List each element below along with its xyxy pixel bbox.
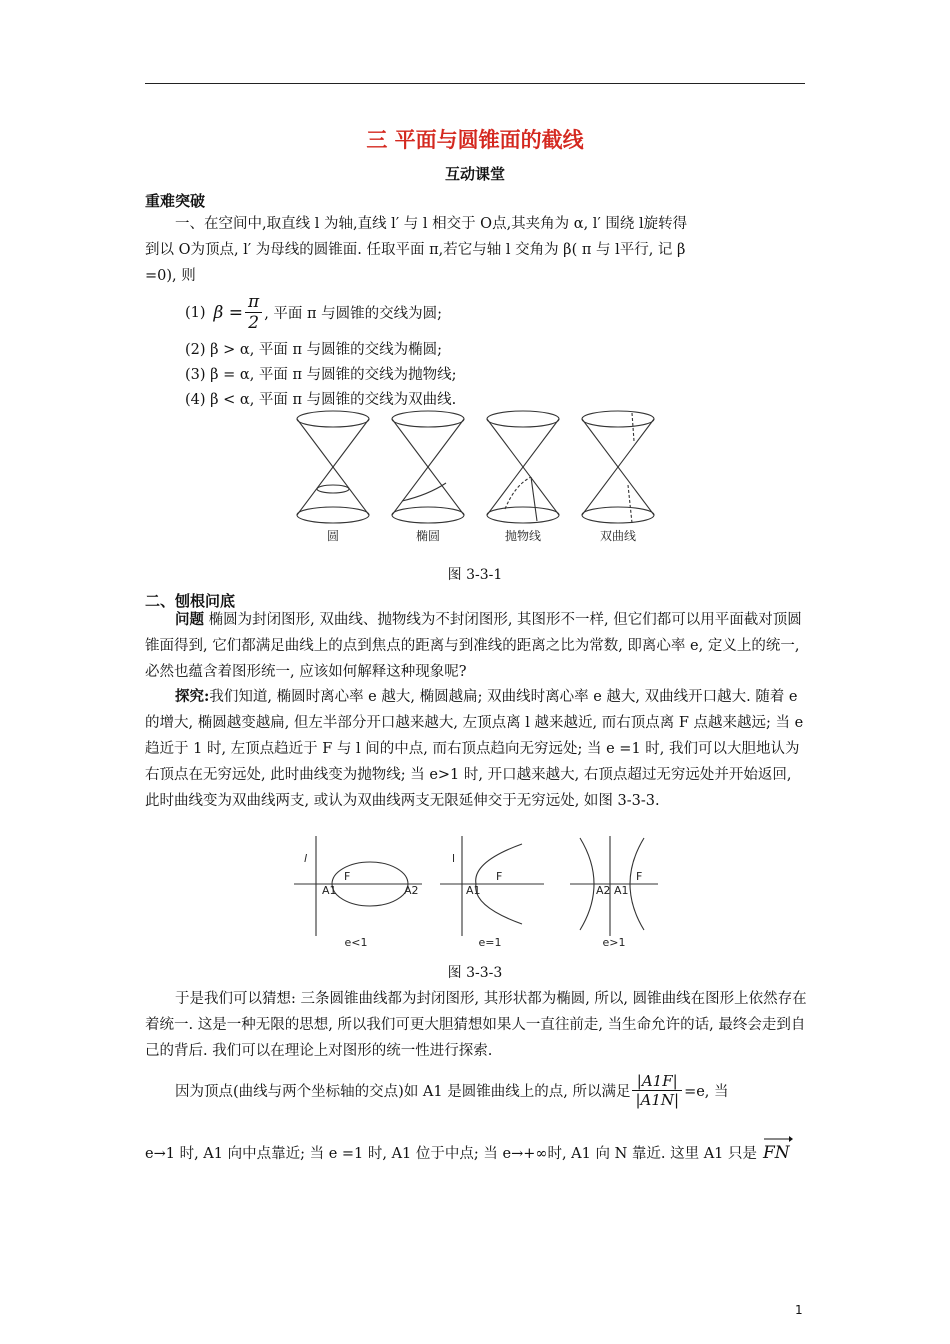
vertex-fraction	[632, 1072, 682, 1109]
explore-label: 探究:	[175, 688, 210, 705]
figure2-caption: 图 3-3-3	[447, 965, 503, 981]
cone-label-2: 椭圆	[415, 529, 441, 543]
section-heading-2: 二、刨根问底	[145, 592, 236, 610]
explore-text: 我们知道, 椭圆时离心率 e 越大, 椭圆越扁; 双曲线时离心率 e 越大, 双曲线开口越大. 随着 e 的增大, 椭圆越变越扁, 但左半部分开口越来越大, 左顶点离 l 越来越近, 而右顶点离 F 点越来越远; 当 e 趋近于 1 时, 左顶点趋近于 F 与 l 间的中点, 而右顶点趋向无穷远处; 当 e =1 时, 我们可以大胆地认为右顶点在无穷远处, 此时曲线变为抛物线; 当 e>1 时, 开口越来越大, 右顶点超过无穷远处并开始返回, 此时曲线变为双曲线两支, 或认为双曲线两支无限延伸交于无穷远处, 如图 3-3-3.	[145, 689, 804, 809]
f-label-2: F	[496, 870, 503, 883]
panel-label-2: e=1	[478, 936, 502, 949]
top-rule	[145, 83, 805, 84]
a2-label-1: A2	[404, 884, 419, 897]
vector-arrow-icon	[763, 1134, 793, 1144]
case-1-fraction	[245, 292, 262, 333]
f-label-3: F	[636, 870, 643, 883]
vector-fn	[763, 1143, 790, 1163]
intro-line-2: 到以 O为顶点, l′ 为母线的圆锥面. 任取平面 π,若它与轴 l 交角为 β( π 与 l平行, 记 β	[145, 242, 686, 258]
section-heading-1: 重难突破	[145, 192, 206, 210]
vertex-line	[175, 1072, 729, 1109]
problem-text: 椭圆为封闭图形, 双曲线、抛物线为不封闭图形, 其图形不一样, 但它们都可以用平面截对顶圆锥面得到, 它们都满足曲线上的点到焦点的距离与到准线的距离之比为常数, 即离心率 e, 定义上的统一, 必然也蕴含着图形统一, 应该如何解释这种现象呢?	[145, 612, 802, 680]
vertex-fraction-denominator: |A1N|	[635, 1091, 680, 1109]
guess-paragraph: 于是我们可以猜想: 三条圆锥曲线都为封闭图形, 其形状都为椭圆, 所以, 圆锥曲线在图形上依然存在着统一. 这是一种无限的思想, 所以我们可更大胆猜想如果人一直往前走, 当生命允许的话, 最终会走到自己的背后. 我们可以在理论上对图形的统一性进行探索.	[145, 991, 807, 1059]
cone-label-3: 抛物线	[504, 529, 542, 543]
case-1	[185, 292, 442, 333]
f-label-1: F	[344, 870, 351, 883]
l-label-2: l	[452, 852, 456, 865]
a1-label-2: A1	[466, 884, 481, 897]
vertex-fraction-numerator: |A1F|	[632, 1072, 682, 1091]
fraction-numerator: π	[245, 292, 262, 313]
case-1-beta: β =	[213, 302, 244, 323]
vector-label: FN	[763, 1143, 790, 1163]
figure-cones	[285, 405, 665, 555]
last-line-text: e→1 时, A1 向中点靠近; 当 e =1 时, A1 位于中点; 当 e→+∞时, A1 向 N 靠近. 这里 A1 只是	[145, 1146, 758, 1162]
last-line	[145, 1142, 790, 1163]
problem-label: 问题	[175, 611, 204, 628]
a1-label-3: A1	[614, 884, 629, 897]
panel-ellipse	[294, 836, 422, 936]
panel-label-3: e>1	[602, 936, 626, 949]
cone-hyperbola	[582, 411, 654, 523]
vertex-tail: =e, 当	[684, 1084, 729, 1100]
a1-label-1: A1	[322, 884, 337, 897]
problem-paragraph	[145, 607, 807, 685]
page-title: 三 平面与圆锥面的截线	[366, 128, 584, 152]
figure-conics	[290, 832, 660, 952]
panel-label-1: e<1	[344, 936, 368, 949]
cone-ellipse	[392, 411, 464, 523]
cone-label-1: 圆	[326, 529, 340, 543]
cone-label-4: 双曲线	[599, 529, 637, 543]
figure1-caption: 图 3-3-1	[447, 567, 503, 583]
panel-parabola	[440, 836, 544, 936]
explore-paragraph	[145, 684, 807, 814]
cone-circle	[297, 411, 369, 523]
vertex-text: 因为顶点(曲线与两个坐标轴的交点)如 A1 是圆锥曲线上的点, 所以满足	[175, 1084, 631, 1100]
intro-line-3: =0), 则	[145, 268, 196, 284]
l-label-1: l	[304, 852, 308, 865]
fraction-denominator: 2	[248, 313, 260, 333]
case-1-prefix: (1)	[185, 304, 206, 321]
intro-line-1: 一、在空间中,取直线 l 为轴,直线 l′ 与 l 相交于 O点,其夹角为 α, l′ 围绕 l旋转得	[175, 216, 688, 232]
page-number: 1	[795, 1303, 803, 1317]
case-2: (2) β > α, 平面 π 与圆锥的交线为椭圆;	[185, 342, 443, 358]
case-3: (3) β = α, 平面 π 与圆锥的交线为抛物线;	[185, 367, 457, 383]
cone-parabola	[487, 411, 559, 523]
case-1-text: , 平面 π 与圆锥的交线为圆;	[264, 306, 443, 322]
case-4: (4) β < α, 平面 π 与圆锥的交线为双曲线.	[185, 392, 457, 408]
page-subtitle: 互动课堂	[444, 165, 505, 183]
a2-label-3: A2	[596, 884, 611, 897]
